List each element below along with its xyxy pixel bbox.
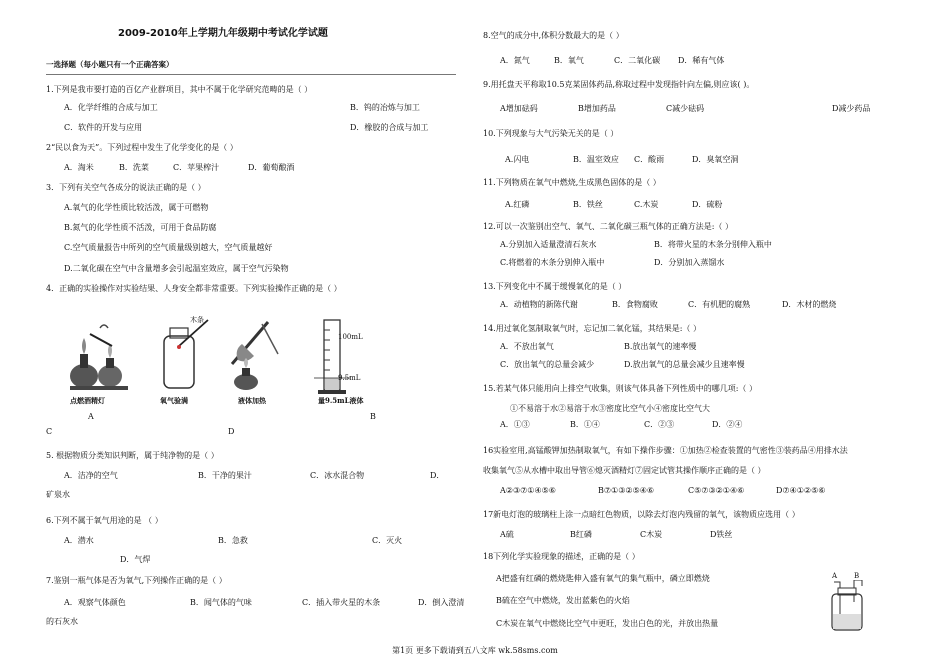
q13-option-c: C．有机肥的腐熟: [688, 300, 751, 309]
q15-stem: 15.若某气体只能用向上排空气收集，则该气体具备下列性质中的哪几项:（ ）: [483, 384, 757, 393]
q9-option-a: A增加砝码: [500, 104, 538, 113]
figure-alcohol-lamp: [60, 316, 138, 394]
label-9-5ml: 9.5mL: [338, 374, 361, 382]
q6-option-c: C．灭火: [372, 536, 403, 545]
figure-caption-c: 液体加热: [238, 396, 266, 405]
q7-option-d: D．倒入澄清: [418, 598, 465, 607]
q11-option-b: B．铁丝: [573, 200, 603, 209]
figure-caption-d: 量9.5mL液体: [318, 396, 364, 405]
q14-option-a: A．不放出氧气: [500, 342, 554, 351]
q11-option-d: D．硫粉: [692, 200, 723, 209]
q9-option-d: D减少药品: [832, 104, 871, 113]
q2-option-b: B．洗菜: [119, 163, 149, 172]
figure-caption-b: 氧气验满: [160, 396, 188, 405]
q12-option-d: D．分别加入蒸馏水: [654, 258, 725, 267]
q10-option-a: A.闪电: [505, 155, 530, 164]
q8-option-b: B．氧气: [554, 56, 584, 65]
q13-stem: 13.下列变化中不属于缓慢氧化的是（ ）: [483, 282, 627, 291]
label-100ml: 100mL: [338, 333, 363, 341]
q17-stem: 17新电灯泡的玻璃柱上涂一点暗红色物质，以除去灯泡内残留的氧气，该物质应选用（ ）: [483, 510, 800, 519]
q5-option-a: A．洁净的空气: [64, 471, 118, 480]
q3-stem: 3．下列有关空气各成分的说法正确的是（ ）: [46, 183, 206, 192]
q7-option-b: B．闻气体的气味: [190, 598, 252, 607]
q1-option-d: D．橡胶的合成与加工: [350, 123, 429, 132]
q6-option-a: A．潜水: [64, 536, 94, 545]
q7-option-d-cont: 的石灰水: [46, 617, 78, 626]
q12-option-c: C.将燃着的木条分别伸入瓶中: [500, 258, 605, 267]
q1-stem: 1.下列是我市要打造的百亿产业群项目，其中不属于化学研究范畴的是（ ）: [46, 85, 313, 94]
q14-option-c: C．放出氧气的总量会减少: [500, 360, 595, 369]
q13-option-a: A．动植物的新陈代谢: [500, 300, 578, 309]
q2-option-d: D．葡萄酿酒: [248, 163, 295, 172]
q18-option-b: B硫在空气中燃烧，发出蓝紫色的火焰: [496, 596, 630, 605]
q13-option-b: B．食物腐败: [612, 300, 658, 309]
q5-option-c: C．冰水混合物: [310, 471, 365, 480]
q7-option-a: A．观察气体颜色: [64, 598, 126, 607]
q17-option-d: D铁丝: [710, 530, 733, 539]
q10-stem: 10.下列现象与大气污染无关的是（ ）: [483, 129, 619, 138]
q17-option-b: B红磷: [570, 530, 592, 539]
q10-option-d: D．臭氧空洞: [692, 155, 739, 164]
q5-option-d-cont: 矿泉水: [46, 490, 70, 499]
q13-option-d: D．木材的燃烧: [782, 300, 837, 309]
q7-option-c: C．插入带火星的木条: [302, 598, 381, 607]
apparatus-label-a: A: [832, 572, 838, 580]
q3-option-a: A.氧气的化学性质比较活泼，属于可燃物: [64, 203, 209, 212]
section-heading: 一选择题（每小题只有一个正确答案）: [46, 60, 174, 69]
q5-stem: 5. 根据物质分类知识判断，属于纯净物的是（ ）: [46, 451, 219, 460]
q4-option-b: B: [370, 412, 376, 421]
q2-option-c: C．苹果榨汁: [173, 163, 220, 172]
q14-option-d: D.放出氧气的总量会减少且速率慢: [624, 360, 745, 369]
q15-option-d: D．②④: [712, 420, 743, 429]
label-wood-stick: 木条: [190, 316, 204, 324]
q11-option-c: C.木炭: [634, 200, 659, 209]
q4-option-d: D: [228, 427, 235, 436]
q9-option-b: B增加药品: [578, 104, 616, 113]
apparatus-label-b: B: [854, 572, 860, 580]
q11-stem: 11.下列物质在氧气中燃烧,生成黑色固体的是（ ）: [483, 178, 661, 187]
figure-gas-bottle-apparatus: [826, 580, 870, 634]
q3-option-c: C.空气质量报告中所列的空气质量级别越大，空气质量越好: [64, 243, 273, 252]
q7-stem: 7.鉴别一瓶气体是否为氧气,下列操作正确的是（ ）: [46, 576, 227, 585]
figure-oxygen-bottle: [150, 316, 220, 394]
q9-stem: 9.用托盘天平称取10.5克某固体药品,称取过程中发现指针向左偏,则应该( )。: [483, 80, 755, 89]
q14-stem: 14.用过氧化氢制取氧气时，忘记加二氧化锰，其结果是:（ ）: [483, 324, 701, 333]
q8-option-a: A．氮气: [500, 56, 530, 65]
q2-stem: 2“民以食为天”。下列过程中发生了化学变化的是（ ）: [46, 143, 238, 152]
q10-option-b: B．温室效应: [573, 155, 619, 164]
q15-option-a: A．①③: [500, 420, 530, 429]
q9-option-c: C减少砝码: [666, 104, 705, 113]
q14-option-b: B.放出氧气的速率慢: [624, 342, 697, 351]
figure-heating-liquid: [224, 314, 284, 394]
q4-stem: 4．正确的实验操作对实验结果、人身安全都非常重要。下列实验操作正确的是（ ）: [46, 284, 342, 293]
q16-option-c: C⑤⑦③②①④⑥: [688, 486, 745, 495]
q15-option-c: C．②③: [644, 420, 675, 429]
q11-option-a: A.红磷: [505, 200, 530, 209]
q1-option-a: A．化学纤维的合成与加工: [64, 103, 158, 112]
q8-stem: 8.空气的成分中,体积分数最大的是（ ）: [483, 31, 624, 40]
q15-option-b: B．①④: [570, 420, 600, 429]
q4-option-a: A: [88, 412, 94, 421]
q5-option-d: D．: [430, 471, 445, 480]
section-divider: [46, 74, 456, 75]
q6-option-b: B．急救: [218, 536, 248, 545]
q18-stem: 18下列化学实验现象的描述，正确的是（ ）: [483, 552, 640, 561]
q17-option-c: C木炭: [640, 530, 663, 539]
q3-option-b: B.氮气的化学性质不活泼，可用于食品防腐: [64, 223, 217, 232]
q3-option-d: D.二氧化碳在空气中含量增多会引起温室效应，属于空气污染物: [64, 264, 289, 273]
q1-option-c: C．软件的开发与应用: [64, 123, 143, 132]
q16-option-a: A②③⑦①④⑤⑥: [500, 486, 556, 495]
q5-option-b: B．干净的果汁: [198, 471, 252, 480]
q12-option-b: B．将带火星的木条分别伸入瓶中: [654, 240, 772, 249]
q12-option-a: A.分别加入适量澄清石灰水: [500, 240, 597, 249]
q8-option-c: C．二氧化碳: [614, 56, 661, 65]
q16-stem-line1: 16实验室用,高锰酸钾加热制取氧气，有如下操作步骤：①加热②检查装置的气密性③装药品④用排水法: [483, 446, 848, 455]
q4-option-c: C: [46, 427, 53, 436]
q18-option-c: C木炭在氧气中燃烧比空气中更旺，发出白色的光，并放出热量: [496, 619, 719, 628]
figure-caption-a: 点燃酒精灯: [70, 396, 105, 405]
q16-option-d: D⑦④①②⑤⑥: [776, 486, 826, 495]
page-title: 2009-2010年上学期九年级期中考试化学试题: [118, 28, 328, 39]
q6-option-d: D．气焊: [120, 555, 151, 564]
q10-option-c: C．酸雨: [634, 155, 665, 164]
q18-option-a: A把盛有红磷的燃烧匙伸入盛有氧气的集气瓶中，磷立即燃烧: [496, 574, 710, 583]
q6-stem: 6.下列不属于氧气用途的是 （ ）: [46, 516, 163, 525]
q12-stem: 12.可以一次鉴别出空气、氧气、二氧化碳三瓶气体的正确方法是:（ ）: [483, 222, 733, 231]
figure-measuring-cylinder: [310, 316, 370, 396]
q1-option-b: B．钨的冶炼与加工: [350, 103, 420, 112]
q8-option-d: D．稀有气体: [678, 56, 725, 65]
page-footer: 第1页 更多下载请到五八文库 wk.58sms.com: [392, 646, 558, 655]
q16-option-b: B⑦①③②⑤④⑥: [598, 486, 655, 495]
q17-option-a: A硫: [500, 530, 514, 539]
q16-stem-line2: 收集氧气⑤从水槽中取出导管⑥熄灭酒精灯⑦固定试管其操作顺序正确的是（ ）: [483, 466, 766, 475]
q2-option-a: A．淘米: [64, 163, 94, 172]
q15-properties: ①不易溶于水②易溶于水③密度比空气小④密度比空气大: [510, 404, 710, 413]
